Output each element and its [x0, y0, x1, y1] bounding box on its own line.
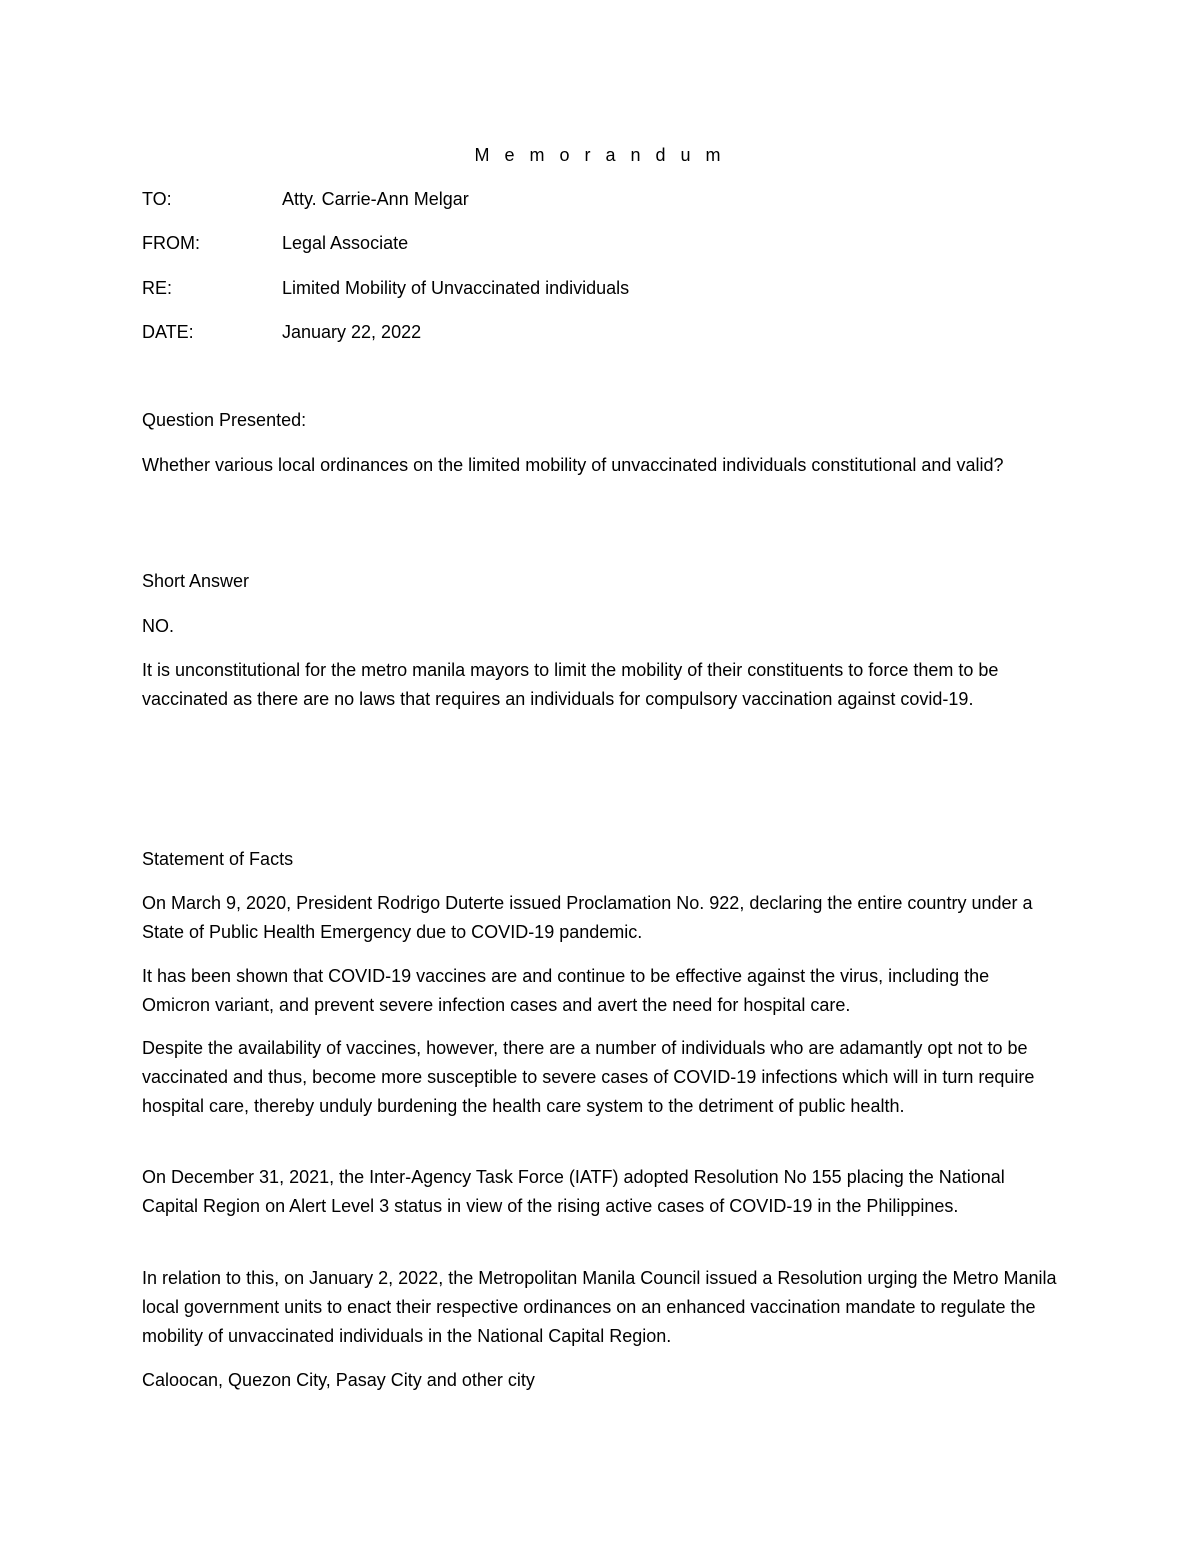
to-label: TO: — [142, 189, 172, 209]
facts-paragraph: It has been shown that COVID-19 vaccines are and continue to be effective against the virus, including the Omicron variant, and prevent severe infection cases and avert the need for hospital care. — [142, 966, 990, 1015]
facts-paragraph: On December 31, 2021, the Inter-Agency Task Force (IATF) adopted Resolution No 155 placing the National Capital Region on Alert Level 3 status in view of the rising active cases of COVID-19 in the Philippines. — [142, 1167, 1005, 1216]
facts-heading: Statement of Facts — [142, 849, 294, 869]
from-label: FROM: — [142, 233, 200, 253]
facts-paragraph: In relation to this, on January 2, 2022, the Metropolitan Manila Council issued a Resolution urging the Metro Manila local government units to enact their respective ordinances on an enhanced vaccination mandate to regulate the mobility of unvaccinated individuals in the National Capital Region. — [142, 1268, 1057, 1346]
re-value: Limited Mobility of Unvaccinated individuals — [282, 278, 630, 298]
memo-title: M e m o r a n d u m — [474, 145, 726, 165]
short-answer-heading: Short Answer — [142, 571, 250, 591]
re-label: RE: — [142, 278, 173, 298]
date-value: January 22, 2022 — [282, 322, 422, 342]
short-answer-value: NO. — [142, 616, 175, 636]
facts-paragraph: Caloocan, Quezon City, Pasay City and other city — [142, 1370, 535, 1390]
to-value: Atty. Carrie-Ann Melgar — [282, 189, 469, 209]
question-text: Whether various local ordinances on the limited mobility of unvaccinated individuals constitutional and valid? — [142, 455, 1004, 475]
from-value: Legal Associate — [282, 233, 409, 253]
question-heading: Question Presented: — [142, 410, 307, 430]
short-answer-text: It is unconstitutional for the metro manila mayors to limit the mobility of their constituents to force them to be vaccinated as there are no laws that requires an individuals for compulsory vaccination against covid-19. — [142, 660, 999, 709]
facts-paragraph: Despite the availability of vaccines, however, there are a number of individuals who are adamantly opt not to be vaccinated and thus, become more susceptible to severe cases of COVID-19 infections which will in turn require hospital care, thereby unduly burdening the health care system to the detriment of public health. — [142, 1038, 1035, 1116]
date-label: DATE: — [142, 322, 194, 342]
facts-paragraph: On March 9, 2020, President Rodrigo Duterte issued Proclamation No. 922, declaring the entire country under a State of Public Health Emergency due to COVID-19 pandemic. — [142, 893, 1033, 942]
